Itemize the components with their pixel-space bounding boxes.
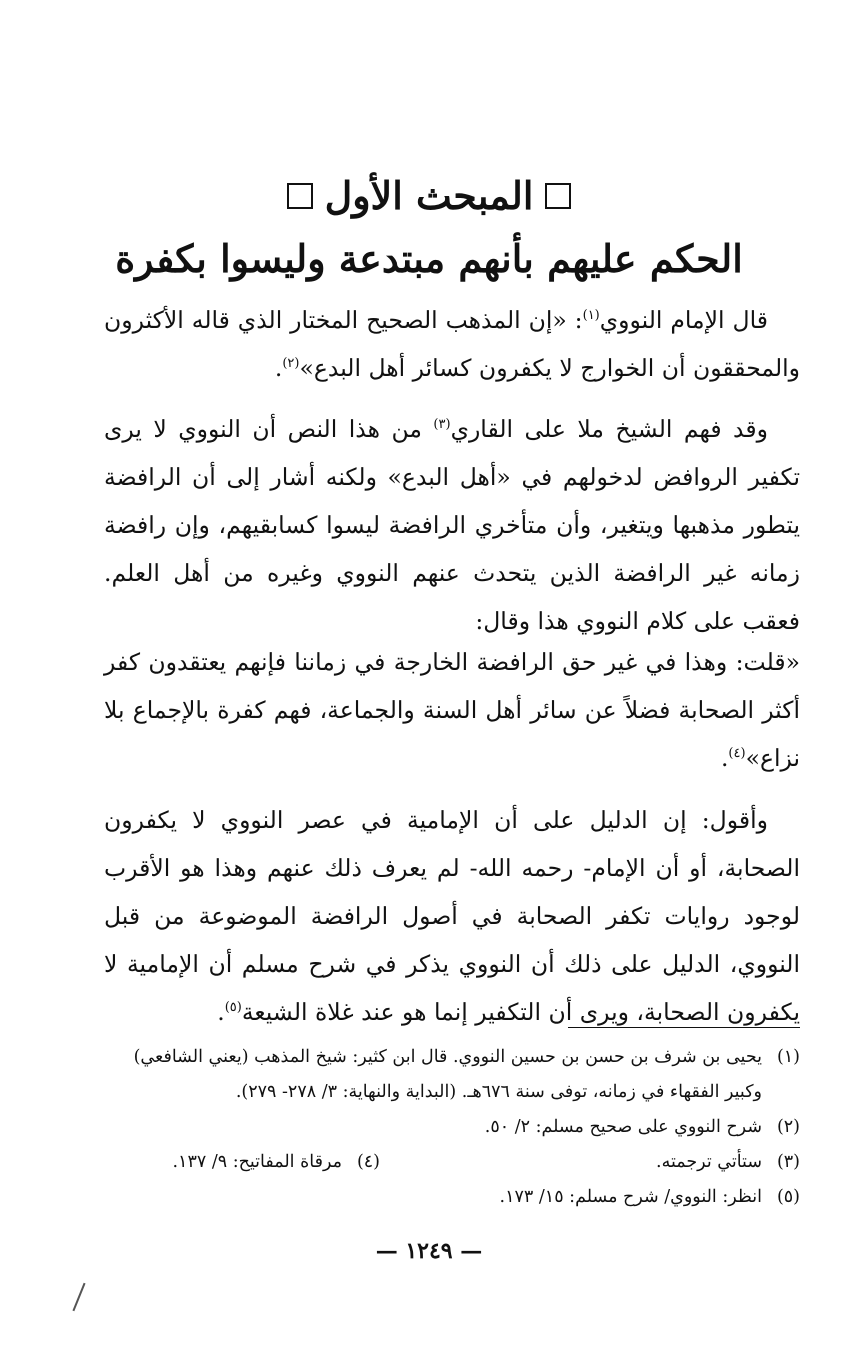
paragraph-text: وقد فهم الشيخ ملا على القاري — [450, 415, 768, 443]
paragraph-text: وأقول: إن الدليل على أن الإمامية في عصر النووي لا يكفرون الصحابة، أو أن الإمام- رحمه الله- لم يعرف ذلك عنهم وهذا هو الأقرب لوجود روايات تكفر الصحابة في أصول الرافضة الموضوعة من قبل النووي، الدليل على ذلك أن النووي يذكر في شرح مسلم أن الإمامية لا يكفرون الصحابة، ويرى أن التكفير إنما هو عند غلاة الشيعة — [104, 806, 800, 1026]
paragraph-2 — [104, 405, 800, 645]
footnote-ref-4[interactable]: (٤) — [728, 746, 746, 762]
footnote-ref-5[interactable]: (٥) — [224, 1000, 242, 1016]
footnote-4 — [104, 1145, 380, 1180]
section-title: المبحث الأول — [324, 173, 534, 218]
footnote-1 — [104, 1040, 800, 1110]
footnote-number: (١) — [776, 1047, 800, 1067]
footnotes — [104, 1040, 800, 1215]
footnote-separator — [568, 1027, 800, 1028]
footnote-5 — [104, 1180, 800, 1215]
quote-paragraph — [104, 638, 800, 782]
footnote-number: (٥) — [776, 1187, 800, 1207]
paragraph-4 — [104, 796, 800, 1036]
footnote-ref-3[interactable]: (٣) — [433, 417, 451, 433]
footnote-row-3-4 — [104, 1145, 800, 1180]
footnote-3 — [380, 1145, 800, 1180]
square-ornament-icon — [287, 183, 313, 209]
footnote-ref-1[interactable]: (١) — [582, 308, 600, 324]
footnote-2 — [104, 1110, 800, 1145]
scan-mark — [72, 1283, 85, 1312]
footnote-text: يحيى بن شرف بن حسن بن حسين النووي. قال ابن كثير: شيخ المذهب (يعني الشافعي) وكبير الفقهاء في زمانه، توفى سنة ٦٧٦هـ. (البداية والنهاية: ٣/ ٢٧٨- ٢٧٩). — [133, 1047, 762, 1102]
footnote-text: شرح النووي على صحيح مسلم: ٢/ ٥٠. — [484, 1117, 762, 1137]
paragraph-text: . — [217, 998, 225, 1026]
paragraph-text: قال الإمام النووي — [599, 306, 768, 334]
footnote-text: ستأتي ترجمته. — [656, 1152, 762, 1172]
section-heading — [0, 170, 858, 222]
quote-text: «قلت: وهذا في غير حق الرافضة الخارجة في زماننا فإنهم يعتقدون كفر أكثر الصحابة فضلاً عن سائر أهل السنة والجماعة، فهم كفرة بالإجماع بلا نزاع» — [104, 648, 800, 772]
paragraph-text: . — [274, 354, 283, 382]
section-subtitle: الحكم عليهم بأنهم مبتدعة وليسوا بكفرة — [115, 236, 743, 281]
footnote-number: (٣) — [776, 1152, 800, 1172]
square-ornament-icon — [545, 183, 571, 209]
paragraph-text: . — [720, 744, 729, 772]
paragraph-1 — [104, 296, 800, 392]
footnote-text: مرقاة المفاتيح: ٩/ ١٣٧. — [172, 1152, 342, 1172]
footnote-ref-2[interactable]: (٢) — [282, 356, 300, 372]
paragraph-text: من هذا النص أن النووي لا يرى تكفير الروافض لدخولهم في «أهل البدع» ولكنه أشار إلى أن الرافضة يتطور مذهبها ويتغير، وأن متأخري الرافضة ليسوا كسابقيهم، وإن رافضة زمانه غير الرافضة الذين يتحدث عنهم النووي وغيره من أهل العلم. فعقب على كلام النووي هذا وقال: — [104, 415, 800, 635]
footnote-number: (٤) — [356, 1152, 380, 1172]
page-number: — ١٢٤٩ — — [375, 1238, 483, 1264]
paragraph-text: : «إن المذهب الصحيح المختار الذي قاله الأكثرون والمحققون أن الخوارج لا يكفرون كسائر أهل البدع» — [104, 306, 800, 382]
footnote-number: (٢) — [776, 1117, 800, 1137]
footnote-text: انظر: النووي/ شرح مسلم: ١٥/ ١٧٣. — [499, 1187, 762, 1207]
